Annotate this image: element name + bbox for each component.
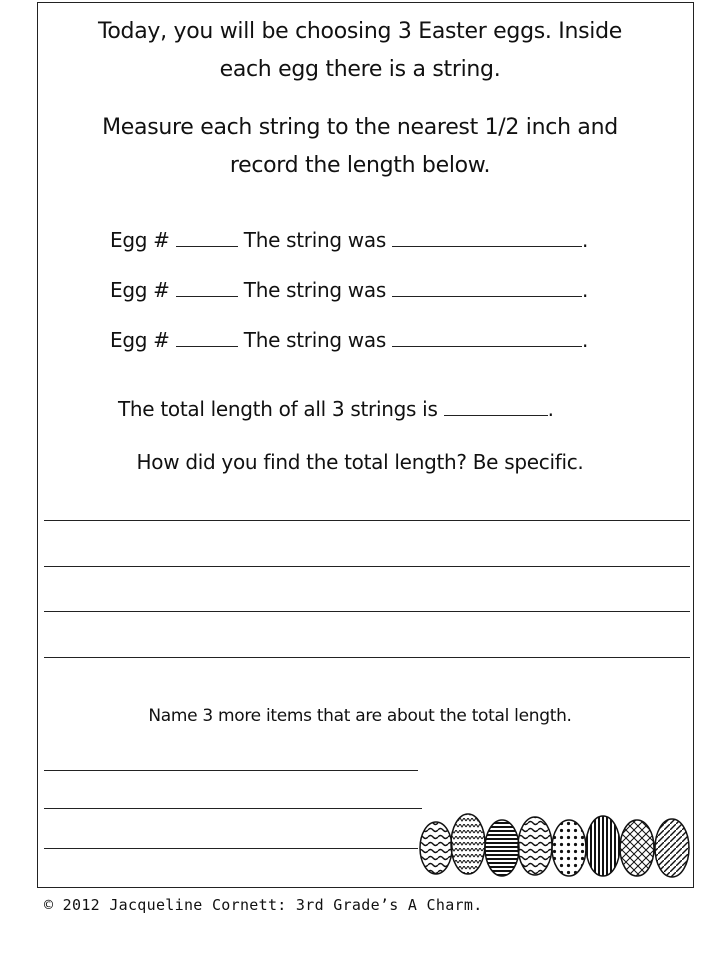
answer-line[interactable]: [44, 520, 690, 521]
row-period: .: [582, 228, 589, 252]
egg-number-blank[interactable]: [176, 280, 238, 297]
egg-icon: [552, 820, 586, 876]
easter-eggs-illustration: [418, 806, 694, 882]
total-length-blank[interactable]: [444, 399, 548, 416]
intro-line-1: Today, you will be choosing 3 Easter eggs. Inside: [97, 19, 623, 44]
total-period: .: [547, 397, 554, 421]
answer-line[interactable]: [44, 566, 690, 567]
string-length-blank[interactable]: [392, 280, 582, 297]
row-period: .: [582, 328, 589, 352]
egg-icon: [655, 819, 689, 877]
egg-row: [110, 328, 588, 352]
string-label: The string was: [243, 228, 386, 252]
copyright-footer: © 2012 Jacqueline Cornett: 3rd Grade’s A Charm.: [44, 896, 483, 914]
egg-icon: [518, 817, 552, 875]
answer-line[interactable]: [44, 657, 690, 658]
egg-label: Egg #: [110, 278, 170, 302]
intro-line-3: Measure each string to the nearest 1/2 inch and: [102, 115, 618, 140]
string-label: The string was: [243, 328, 386, 352]
egg-number-blank[interactable]: [176, 230, 238, 247]
total-length-label: The total length of all 3 strings is: [118, 397, 438, 421]
egg-number-blank[interactable]: [176, 330, 238, 347]
egg-label: Egg #: [110, 228, 170, 252]
item-answer-line[interactable]: [44, 808, 422, 809]
string-length-blank[interactable]: [392, 330, 582, 347]
egg-row: [110, 278, 588, 302]
item-answer-line[interactable]: [44, 848, 418, 849]
answer-line[interactable]: [44, 611, 690, 612]
egg-row: [110, 228, 588, 252]
string-length-blank[interactable]: [392, 230, 582, 247]
items-prompt: Name 3 more items that are about the total length.: [148, 706, 572, 726]
egg-icon: [586, 816, 620, 876]
egg-icon: [485, 820, 519, 876]
explain-question: How did you find the total length? Be specific.: [136, 450, 584, 474]
egg-label: Egg #: [110, 328, 170, 352]
total-length-row: [118, 397, 554, 421]
intro-line-2: each egg there is a string.: [219, 57, 501, 82]
egg-icon: [620, 820, 654, 876]
item-answer-line[interactable]: [44, 770, 418, 771]
egg-icon: [451, 814, 485, 874]
row-period: .: [582, 278, 589, 302]
intro-line-4: record the length below.: [229, 153, 491, 178]
string-label: The string was: [243, 278, 386, 302]
egg-icon: [420, 822, 452, 874]
